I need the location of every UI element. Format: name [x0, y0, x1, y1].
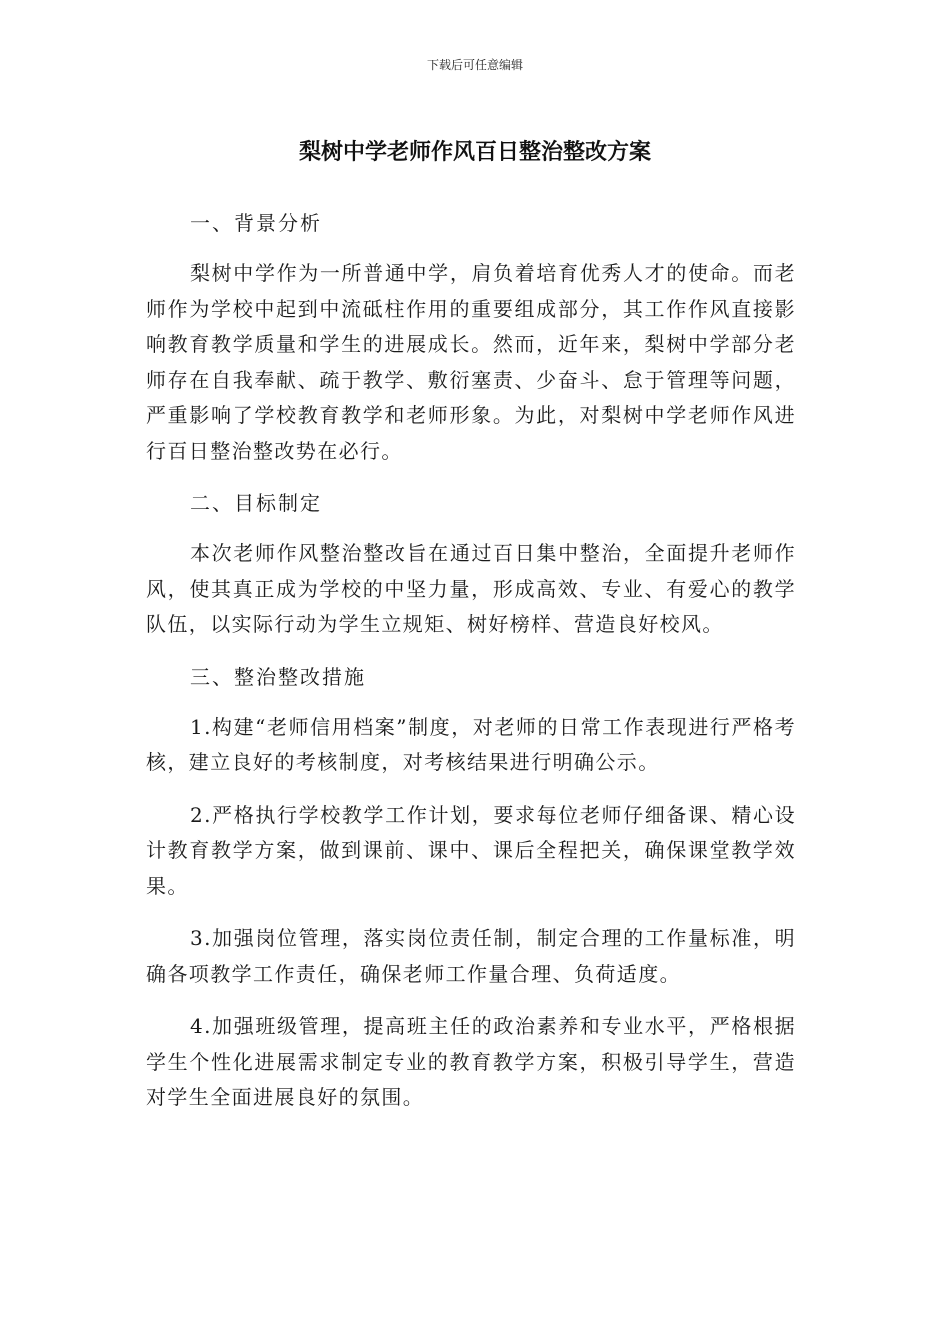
header-note: 下载后可任意编辑	[426, 58, 523, 72]
paragraph-measure-4: 4.加强班级管理，提高班主任的政治素养和专业水平，严格根据学生个性化进展需求制定专业的教育教学方案，积极引导学生，营造对学生全面进展良好的氛围。	[146, 1014, 796, 1109]
section-heading-goals: 二、目标制定	[190, 491, 322, 515]
section-heading-measures: 三、整治整改措施	[190, 664, 366, 689]
paragraph-goals: 本次老师作风整治整改旨在通过百日集中整治，全面提升老师作风，使其真正成为学校的中坚力量，形成高效、专业、有爱心的教学队伍，以实际行动为学生立规矩、树好榜样、营造良好校风。	[146, 541, 796, 636]
paragraph-measure-1: 1.构建“老师信用档案”制度，对老师的日常工作表现进行严格考核，建立良好的考核制度，对考核结果进行明确公示。	[146, 714, 796, 774]
paragraph-measure-3: 3.加强岗位管理，落实岗位责任制，制定合理的工作量标准，明确各项教学工作责任，确保老师工作量合理、负荷适度。	[146, 926, 796, 986]
paragraph-measure-2: 2.严格执行学校教学工作计划，要求每位老师仔细备课、精心设计教育教学方案，做到课前、课中、课后全程把关，确保课堂教学效果。	[146, 802, 796, 898]
paragraph-background: 梨树中学作为一所普通中学，肩负着培育优秀人才的使命。而老师作为学校中起到中流砥柱作用的重要组成部分，其工作作风直接影响教育教学质量和学生的进展成长。然而，近年来，梨树中学部分老师存在自我奉献、疏于教学、敷衍塞责、少奋斗、怠于管理等问题，严重影响了学校教育教学和老师形象。为此，对梨树中学老师作风进行百日整治整改势在必行。	[146, 261, 796, 463]
document-body	[146, 206, 796, 1116]
section-heading-background: 一、背景分析	[190, 211, 322, 235]
document-title: 梨树中学老师作风百日整治整改方案	[298, 140, 651, 165]
